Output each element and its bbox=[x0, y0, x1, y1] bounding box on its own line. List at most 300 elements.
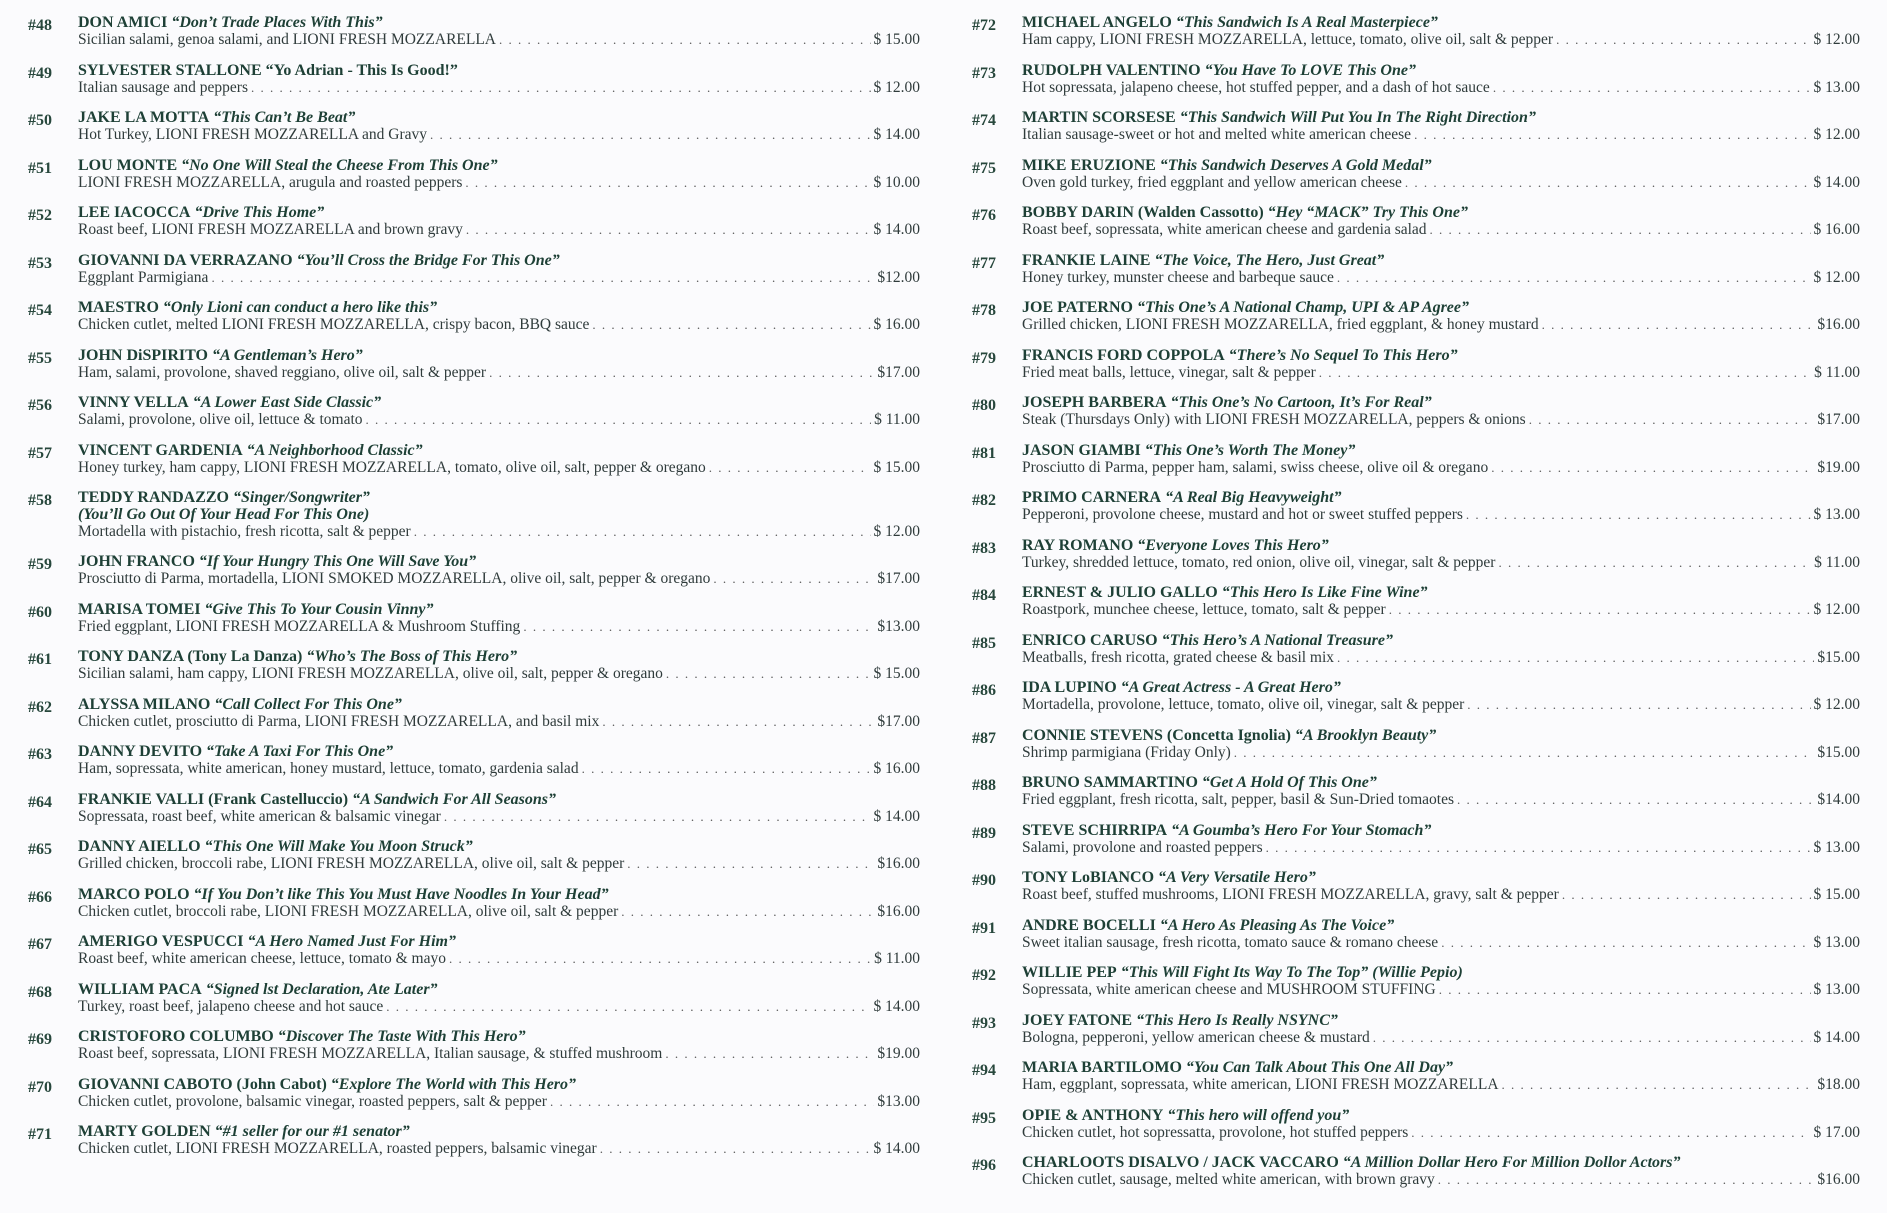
item-tagline: “You’ll Cross the Bridge For This One” bbox=[296, 251, 560, 269]
item-price: $ 17.00 bbox=[1813, 1123, 1860, 1141]
item-line bbox=[1022, 1076, 1860, 1093]
item-body bbox=[78, 981, 920, 1015]
menu-item bbox=[28, 648, 920, 696]
item-body bbox=[1022, 347, 1860, 381]
item-title bbox=[1022, 157, 1860, 174]
item-subtitle: (You’ll Go Out Of Your Head For This One) bbox=[78, 506, 370, 523]
item-number: #78 bbox=[972, 302, 996, 319]
dot-leader bbox=[465, 174, 870, 191]
item-description: Sweet italian sausage, fresh ricotta, tomato sauce & romano cheese bbox=[1022, 933, 1439, 951]
menu-item bbox=[28, 299, 920, 347]
item-price: $ 10.00 bbox=[873, 173, 920, 191]
menu-item bbox=[972, 1154, 1860, 1202]
item-line bbox=[78, 316, 920, 333]
menu-item bbox=[972, 489, 1860, 537]
item-name: ALYSSA MILANO bbox=[78, 695, 211, 713]
menu-item bbox=[972, 917, 1860, 965]
item-tagline: “Everyone Loves This Hero” bbox=[1137, 536, 1329, 554]
dot-leader bbox=[1414, 126, 1810, 143]
dot-leader bbox=[1405, 174, 1811, 191]
item-price: $ 15.00 bbox=[873, 31, 920, 48]
menu-item bbox=[28, 394, 920, 442]
item-description: Sicilian salami, ham cappy, LIONI FRESH MOZZARELLA, olive oil, salt, pepper & oregano bbox=[78, 665, 663, 682]
item-line bbox=[78, 269, 920, 286]
item-line bbox=[78, 760, 920, 777]
item-tagline: “If You Don’t like This You Must Have Noodles In Your Head” bbox=[193, 885, 609, 903]
dot-leader bbox=[499, 31, 870, 48]
item-tagline: “This Sandwich Will Put You In The Right Direction” bbox=[1179, 109, 1536, 126]
item-description: Fried eggplant, LIONI FRESH MOZZARELLA & Mushroom Stuffing bbox=[78, 617, 521, 635]
item-body bbox=[78, 791, 920, 825]
item-name: MARIA BARTILOMO bbox=[1022, 1059, 1182, 1076]
item-name: ANDRE BOCELLI bbox=[1022, 916, 1156, 934]
dot-leader bbox=[666, 665, 871, 682]
item-name: DANNY AIELLO bbox=[78, 838, 201, 855]
item-title bbox=[1022, 679, 1860, 696]
item-body bbox=[78, 489, 920, 540]
item-number: #56 bbox=[28, 397, 52, 414]
item-title bbox=[78, 601, 920, 618]
item-tagline: “A Brooklyn Beauty” bbox=[1294, 726, 1437, 744]
dot-leader bbox=[1556, 31, 1810, 48]
item-price: $12.00 bbox=[877, 268, 920, 286]
item-body bbox=[78, 1123, 920, 1157]
item-line bbox=[78, 665, 920, 682]
item-tagline: “Hey “MACK” Try This One” bbox=[1267, 204, 1468, 221]
menu-item bbox=[972, 299, 1860, 347]
item-title bbox=[1022, 489, 1860, 506]
menu-item bbox=[972, 109, 1860, 157]
dot-leader bbox=[1411, 1124, 1810, 1141]
item-tagline: “#1 seller for our #1 senator” bbox=[214, 1123, 410, 1140]
item-title bbox=[78, 1028, 920, 1045]
menu-item bbox=[28, 157, 920, 205]
item-title bbox=[1022, 1012, 1860, 1029]
item-line bbox=[1022, 174, 1860, 191]
item-description: Chicken cutlet, melted LIONI FRESH MOZZARELLA, crispy bacon, BBQ sauce bbox=[78, 316, 590, 333]
item-name: GIOVANNI DA VERRAZANO bbox=[78, 251, 293, 269]
menu-item bbox=[28, 981, 920, 1029]
item-tagline: “Only Lioni can conduct a hero like this” bbox=[162, 299, 438, 316]
item-name: JASON GIAMBI bbox=[1022, 441, 1141, 459]
item-body bbox=[78, 601, 920, 635]
item-line bbox=[1022, 744, 1860, 761]
item-description: Honey turkey, ham cappy, LIONI FRESH MOZZARELLA, tomato, olive oil, salt, pepper & oregano bbox=[78, 458, 706, 476]
item-title bbox=[78, 252, 920, 269]
item-description: Chicken cutlet, sausage, melted white american, with brown gravy bbox=[1022, 1171, 1435, 1188]
item-title bbox=[78, 14, 920, 31]
item-body bbox=[78, 394, 920, 428]
item-description: Chicken cutlet, broccoli rabe, LIONI FRESH MOZZARELLA, olive oil, salt & pepper bbox=[78, 902, 619, 920]
item-price: $ 14.00 bbox=[873, 221, 920, 238]
item-number: #61 bbox=[28, 651, 52, 668]
item-number: #88 bbox=[972, 777, 996, 794]
item-line bbox=[78, 713, 920, 730]
item-line bbox=[78, 411, 920, 428]
item-name: MIKE ERUZIONE bbox=[1022, 156, 1156, 174]
item-tagline: “If Your Hungry This One Will Save You” bbox=[198, 553, 477, 570]
item-number: #70 bbox=[28, 1078, 52, 1096]
item-tagline: “No One Will Steal the Cheese From This One” bbox=[181, 156, 498, 174]
item-line bbox=[78, 950, 920, 967]
item-name: SYLVESTER STALLONE bbox=[78, 61, 262, 79]
menu-item bbox=[28, 109, 920, 157]
item-name: FRANKIE LAINE bbox=[1022, 251, 1151, 269]
item-line bbox=[1022, 79, 1860, 96]
item-tagline: “A Real Big Heavyweight” bbox=[1165, 489, 1342, 506]
item-title bbox=[78, 299, 920, 316]
item-name: RAY ROMANO bbox=[1022, 536, 1134, 554]
item-description: Prosciutto di Parma, pepper ham, salami, swiss cheese, olive oil & oregano bbox=[1022, 458, 1489, 476]
item-description: Salami, provolone and roasted peppers bbox=[1022, 838, 1263, 856]
item-price: $ 11.00 bbox=[1814, 553, 1860, 571]
item-number: #58 bbox=[28, 492, 52, 509]
item-title bbox=[1022, 822, 1860, 839]
item-description: Bologna, pepperoni, yellow american cheese & mustard bbox=[1022, 1028, 1370, 1046]
item-tagline: “This One’s No Cartoon, It’s For Real” bbox=[1170, 394, 1432, 411]
item-line bbox=[78, 459, 920, 476]
item-body bbox=[78, 62, 920, 96]
menu-item bbox=[972, 774, 1860, 822]
dot-leader bbox=[523, 618, 874, 635]
item-body bbox=[78, 204, 920, 238]
item-name: MICHAEL ANGELO bbox=[1022, 14, 1172, 31]
item-title bbox=[1022, 14, 1860, 31]
item-number: #75 bbox=[972, 159, 996, 177]
item-name: ERNEST & JULIO GALLO bbox=[1022, 584, 1218, 601]
item-number: #83 bbox=[972, 539, 996, 557]
item-number: #69 bbox=[28, 1031, 52, 1048]
item-description: Turkey, roast beef, jalapeno cheese and hot sauce bbox=[78, 997, 384, 1015]
menu-item bbox=[28, 1028, 920, 1076]
item-description: Hot sopressata, jalapeno cheese, hot stuffed pepper, and a dash of hot sauce bbox=[1022, 78, 1490, 96]
item-description: Chicken cutlet, hot sopressatta, provolone, hot stuffed peppers bbox=[1022, 1123, 1409, 1141]
item-tagline: “Give This To Your Cousin Vinny” bbox=[204, 600, 434, 618]
item-description: Prosciutto di Parma, mortadella, LIONI SMOKED MOZZARELLA, olive oil, salt, pepper & oregano bbox=[78, 570, 711, 587]
item-title bbox=[78, 743, 920, 760]
item-tagline: “A Neighborhood Classic” bbox=[246, 441, 423, 459]
item-body bbox=[78, 933, 920, 967]
menu-item bbox=[28, 1076, 920, 1124]
dot-leader bbox=[466, 221, 871, 238]
item-line bbox=[1022, 886, 1860, 903]
menu-item bbox=[972, 204, 1860, 252]
item-line bbox=[1022, 1124, 1860, 1141]
item-price: $ 12.00 bbox=[873, 523, 920, 540]
item-body bbox=[78, 886, 920, 920]
item-body bbox=[78, 109, 920, 143]
item-line bbox=[78, 364, 920, 381]
item-description: Grilled chicken, LIONI FRESH MOZZARELLA, fried eggplant, & honey mustard bbox=[1022, 316, 1539, 333]
item-title bbox=[1022, 917, 1860, 934]
item-description: Chicken cutlet, provolone, balsamic vinegar, roasted peppers, salt & pepper bbox=[78, 1092, 547, 1110]
item-title bbox=[1022, 632, 1860, 649]
menu-item bbox=[972, 632, 1860, 680]
item-description: Ham, sopressata, white american, honey mustard, lettuce, tomato, gardenia salad bbox=[78, 760, 579, 777]
dot-leader bbox=[1542, 316, 1815, 333]
item-tagline: “This Hero’s A National Treasure” bbox=[1161, 631, 1394, 649]
item-number: #50 bbox=[28, 112, 52, 129]
item-name: DON AMICI bbox=[78, 14, 168, 31]
item-price: $ 12.00 bbox=[1813, 31, 1860, 48]
item-title bbox=[78, 489, 920, 506]
item-tagline: “A Very Versatile Hero” bbox=[1158, 869, 1316, 886]
item-body bbox=[1022, 394, 1860, 428]
item-number: #65 bbox=[28, 841, 52, 858]
item-price: $ 13.00 bbox=[1813, 933, 1860, 951]
item-name: TONY LoBIANCO bbox=[1022, 869, 1155, 886]
item-name: MAESTRO bbox=[78, 299, 159, 316]
item-title bbox=[1022, 1154, 1860, 1171]
item-body bbox=[1022, 917, 1860, 951]
item-title bbox=[1022, 537, 1860, 554]
dot-leader bbox=[1493, 79, 1811, 96]
item-title bbox=[1022, 394, 1860, 411]
item-name: TEDDY RANDAZZO bbox=[78, 489, 229, 506]
dot-leader bbox=[1441, 934, 1810, 951]
menu-item bbox=[972, 869, 1860, 917]
item-line bbox=[78, 126, 920, 143]
item-price: $17.00 bbox=[877, 712, 920, 730]
item-price: $ 13.00 bbox=[1813, 78, 1860, 96]
menu-item bbox=[28, 442, 920, 490]
dot-leader bbox=[1457, 791, 1814, 808]
item-price: $18.00 bbox=[1817, 1076, 1860, 1093]
dot-leader bbox=[713, 570, 874, 587]
item-body bbox=[1022, 869, 1860, 903]
item-description: Italian sausage-sweet or hot and melted white american cheese bbox=[1022, 126, 1412, 143]
item-price: $15.00 bbox=[1817, 648, 1860, 666]
item-body bbox=[78, 1076, 920, 1110]
item-name: OPIE & ANTHONY bbox=[1022, 1106, 1164, 1124]
item-tagline: “This Hero Is Like Fine Wine” bbox=[1221, 584, 1428, 601]
item-description: Ham cappy, LIONI FRESH MOZZARELLA, lettuce, tomato, olive oil, salt & pepper bbox=[1022, 31, 1554, 48]
item-price: $19.00 bbox=[877, 1045, 920, 1062]
item-description: Ham, eggplant, sopressata, white american, LIONI FRESH MOZZARELLA bbox=[1022, 1076, 1499, 1093]
item-description: Fried meat balls, lettuce, vinegar, salt & pepper bbox=[1022, 363, 1316, 381]
item-title bbox=[78, 1076, 920, 1093]
item-price: $13.00 bbox=[877, 617, 920, 635]
item-title bbox=[78, 1123, 920, 1140]
item-line bbox=[1022, 316, 1860, 333]
item-line bbox=[1022, 791, 1860, 808]
item-description: Steak (Thursdays Only) with LIONI FRESH MOZZARELLA, peppers & onions bbox=[1022, 411, 1526, 428]
menu-item bbox=[972, 252, 1860, 300]
menu-column-right bbox=[972, 14, 1860, 1202]
item-number: #84 bbox=[972, 587, 996, 604]
item-number: #60 bbox=[28, 603, 52, 621]
menu-item bbox=[28, 347, 920, 395]
menu-item bbox=[28, 489, 920, 553]
item-tagline: “This One’s A National Champ, UPI & AP Agree” bbox=[1136, 299, 1469, 316]
dot-leader bbox=[1529, 411, 1815, 428]
item-title bbox=[78, 696, 920, 713]
item-title bbox=[1022, 204, 1860, 221]
item-title bbox=[78, 394, 920, 411]
item-price: $17.00 bbox=[877, 363, 920, 381]
item-name: VINNY VELLA bbox=[78, 394, 189, 411]
item-line bbox=[1022, 506, 1860, 523]
dot-leader bbox=[366, 411, 872, 428]
item-tagline: “Call Collect For This One” bbox=[214, 695, 402, 713]
item-name: MARISA TOMEI bbox=[78, 600, 201, 618]
item-tagline: “Don’t Trade Places With This” bbox=[171, 14, 383, 31]
item-tagline: “Drive This Home” bbox=[194, 204, 325, 221]
item-name: RUDOLPH VALENTINO bbox=[1022, 61, 1201, 79]
dot-leader bbox=[1234, 744, 1815, 761]
item-body bbox=[78, 648, 920, 682]
item-description: Roast beef, white american cheese, lettuce, tomato & mayo bbox=[78, 950, 446, 967]
dot-leader bbox=[709, 459, 871, 476]
item-description: Chicken cutlet, prosciutto di Parma, LIONI FRESH MOZZARELLA, and basil mix bbox=[78, 712, 600, 730]
item-line bbox=[1022, 981, 1860, 998]
item-number: #59 bbox=[28, 556, 52, 573]
item-name: WILLIAM PACA bbox=[78, 980, 202, 998]
dot-leader bbox=[582, 760, 871, 777]
item-title bbox=[78, 62, 920, 79]
item-tagline: “This Sandwich Deserves A Gold Medal” bbox=[1159, 156, 1432, 174]
dot-leader bbox=[1266, 839, 1811, 856]
item-body bbox=[78, 299, 920, 333]
item-body bbox=[1022, 252, 1860, 286]
item-name: JOHN DiSPIRITO bbox=[78, 346, 208, 364]
menu-item bbox=[28, 886, 920, 934]
item-title bbox=[78, 981, 920, 998]
item-body bbox=[1022, 442, 1860, 476]
menu-item bbox=[972, 1059, 1860, 1107]
item-name: PRIMO CARNERA bbox=[1022, 489, 1162, 506]
item-line bbox=[78, 79, 920, 96]
item-description: Sicilian salami, genoa salami, and LIONI FRESH MOZZARELLA bbox=[78, 31, 497, 48]
item-name: CRISTOFORO COLUMBO bbox=[78, 1028, 274, 1045]
dot-leader bbox=[1498, 554, 1811, 571]
item-body bbox=[78, 14, 920, 48]
item-line bbox=[78, 855, 920, 872]
menu-item bbox=[972, 679, 1860, 727]
menu-item bbox=[28, 838, 920, 886]
item-body bbox=[1022, 727, 1860, 761]
item-title bbox=[78, 648, 920, 665]
item-number: #55 bbox=[28, 349, 52, 367]
item-number: #52 bbox=[28, 207, 52, 224]
item-number: #87 bbox=[972, 729, 996, 747]
item-name: MARTIN SCORSESE bbox=[1022, 109, 1176, 126]
item-title bbox=[78, 886, 920, 903]
item-price: $16.00 bbox=[877, 902, 920, 920]
item-price: $19.00 bbox=[1817, 458, 1860, 476]
item-line bbox=[78, 523, 920, 540]
item-name: ENRICO CARUSO bbox=[1022, 631, 1158, 649]
item-tagline: “A Lower East Side Classic” bbox=[192, 394, 382, 411]
item-number: #85 bbox=[972, 634, 996, 652]
item-price: $ 12.00 bbox=[1813, 601, 1860, 618]
item-name: LEE IACOCCA bbox=[78, 204, 191, 221]
item-description: Mortadella with pistachio, fresh ricotta, salt & pepper bbox=[78, 523, 411, 540]
menu-item bbox=[28, 743, 920, 791]
item-number: #54 bbox=[28, 302, 52, 319]
dot-leader bbox=[1466, 506, 1811, 523]
item-price: $ 13.00 bbox=[1813, 981, 1860, 998]
item-title bbox=[1022, 442, 1860, 459]
item-price: $ 12.00 bbox=[1813, 268, 1860, 286]
item-line bbox=[1022, 649, 1860, 666]
item-description: Roast beef, sopressata, white american cheese and gardenia salad bbox=[1022, 221, 1427, 238]
dot-leader bbox=[449, 950, 871, 967]
item-title bbox=[78, 347, 920, 364]
dot-leader bbox=[1438, 1171, 1815, 1188]
menu-item bbox=[28, 14, 920, 62]
item-body bbox=[1022, 109, 1860, 143]
item-description: Grilled chicken, broccoli rabe, LIONI FRESH MOZZARELLA, olive oil, salt & pepper bbox=[78, 855, 625, 872]
item-number: #68 bbox=[28, 983, 52, 1001]
menu-item bbox=[972, 727, 1860, 775]
item-body bbox=[1022, 62, 1860, 96]
item-title bbox=[1022, 774, 1860, 791]
item-number: #63 bbox=[28, 746, 52, 763]
item-price: $ 11.00 bbox=[1814, 363, 1860, 381]
item-price: $ 12.00 bbox=[1813, 126, 1860, 143]
item-title bbox=[78, 838, 920, 855]
dot-leader bbox=[489, 364, 874, 381]
item-price: $ 14.00 bbox=[1813, 173, 1860, 191]
item-number: #48 bbox=[28, 17, 52, 34]
item-name: STEVE SCHIRRIPA bbox=[1022, 821, 1168, 839]
item-number: #82 bbox=[972, 492, 996, 509]
dot-leader bbox=[1562, 886, 1811, 903]
item-number: #79 bbox=[972, 349, 996, 367]
item-tagline: “You Can Talk About This One All Day” bbox=[1185, 1059, 1454, 1076]
item-line bbox=[1022, 269, 1860, 286]
item-price: $ 14.00 bbox=[873, 807, 920, 825]
item-number: #92 bbox=[972, 967, 996, 984]
item-line bbox=[78, 903, 920, 920]
item-line bbox=[1022, 221, 1860, 238]
item-body bbox=[1022, 822, 1860, 856]
item-title bbox=[78, 933, 920, 950]
item-title bbox=[78, 553, 920, 570]
item-tagline: “A Great Actress - A Great Hero” bbox=[1120, 679, 1341, 696]
dot-leader bbox=[1467, 696, 1810, 713]
item-description: Sopressata, white american cheese and MUSHROOM STUFFING bbox=[1022, 981, 1436, 998]
item-price: $16.00 bbox=[1817, 316, 1860, 333]
item-number: #77 bbox=[972, 254, 996, 272]
dot-leader bbox=[386, 998, 870, 1015]
item-name: BOBBY DARIN (Walden Cassotto) bbox=[1022, 204, 1264, 221]
item-description: Roastpork, munchee cheese, lettuce, tomato, salt & pepper bbox=[1022, 601, 1386, 618]
item-price: $ 15.00 bbox=[873, 665, 920, 682]
item-number: #67 bbox=[28, 936, 52, 953]
dot-leader bbox=[251, 79, 870, 96]
item-tagline: “Get A Hold Of This One” bbox=[1201, 774, 1377, 791]
item-title bbox=[1022, 252, 1860, 269]
dot-leader bbox=[1319, 364, 1811, 381]
item-line bbox=[78, 618, 920, 635]
item-name: GIOVANNI CABOTO (John Cabot) bbox=[78, 1075, 327, 1093]
menu-item bbox=[28, 696, 920, 744]
item-number: #90 bbox=[972, 872, 996, 889]
item-price: $ 16.00 bbox=[873, 316, 920, 333]
item-body bbox=[1022, 204, 1860, 238]
menu-item bbox=[28, 601, 920, 649]
item-price: $ 12.00 bbox=[1813, 696, 1860, 713]
item-description: LIONI FRESH MOZZARELLA, arugula and roasted peppers bbox=[78, 173, 463, 191]
item-tagline: “This Will Fight Its Way To The Top” (Willie Pepio) bbox=[1120, 964, 1463, 981]
item-body bbox=[1022, 679, 1860, 713]
menu-item bbox=[972, 347, 1860, 395]
item-number: #57 bbox=[28, 444, 52, 462]
item-name: MARCO POLO bbox=[78, 885, 190, 903]
item-price: $14.00 bbox=[1817, 791, 1860, 808]
